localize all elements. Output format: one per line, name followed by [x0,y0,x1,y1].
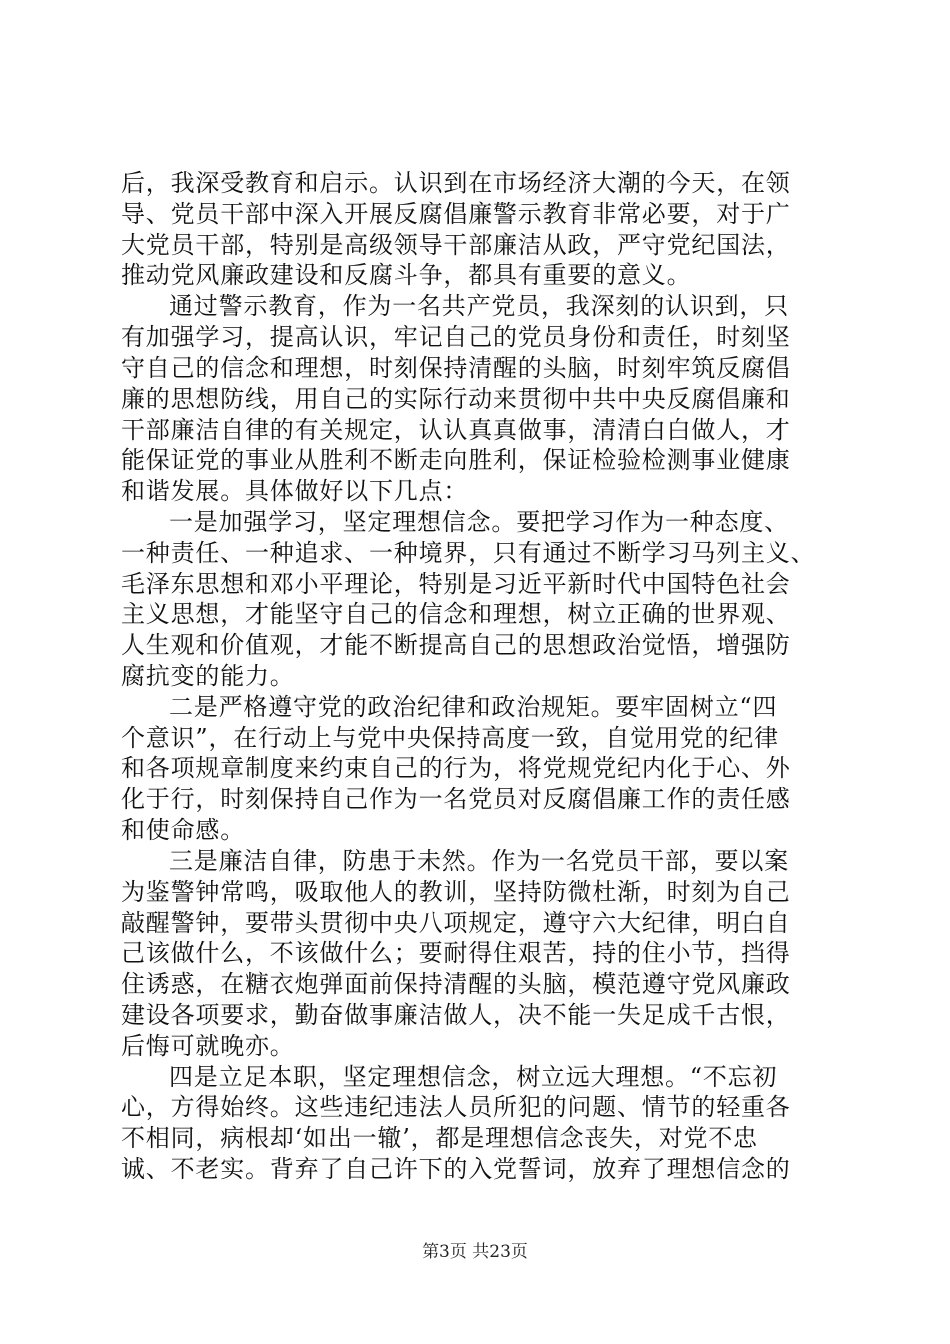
text-line: 腐抗变的能力。 [121,662,295,690]
text-line: 有加强学习，提高认识，牢记自己的党员身份和责任，时刻坚 [121,323,791,351]
text-line: 人生观和价值观，才能不断提高自己的思想政治觉悟，增强防 [121,631,791,659]
text-line: 己该做什么，不该做什么；要耐得住艰苦，持的住小节，挡得 [121,939,791,967]
text-line: 守自己的信念和理想，时刻保持清醒的头脑，时刻牢筑反腐倡 [121,354,791,382]
text-line: 大党员干部，特别是高级领导干部廉洁从政，严守党纪国法， [121,231,791,259]
paragraph-first-line: 一是加强学习，坚定理想信念。要把学习作为一种态度、 [169,508,789,536]
text-line: 诚、不老实。背弃了自己许下的入党誓词，放弃了理想信念的 [121,1155,791,1183]
paragraph-first-line: 四是立足本职，坚定理想信念，树立远大理想。“不忘初 [169,1063,778,1091]
text-line: 一种责任、一种追求、一种境界，只有通过不断学习马列主义、 [121,539,816,567]
text-line: 和各项规章制度来约束自己的行为，将党规党纪内化于心、外 [121,754,791,782]
text-line: 主义思想，才能坚守自己的信念和理想，树立正确的世界观、 [121,600,791,628]
paragraph-first-line: 三是廉洁自律，防患于未然。作为一名党员干部，要以案 [169,847,789,875]
text-line: 敲醒警钟，要带头贯彻中央八项规定，遵守六大纪律，明白自 [121,909,791,937]
text-line: 推动党风廉政建设和反腐斗争，都具有重要的意义。 [121,261,692,289]
text-line: 个意识”，在行动上与党中央保持高度一致，自觉用党的纪律 [121,724,779,752]
text-line: 廉的思想防线，用自己的实际行动来贯彻中共中央反腐倡廉和 [121,385,791,413]
text-line: 化于行，时刻保持自己作为一名党员对反腐倡廉工作的责任感 [121,785,791,813]
paragraph-first-line: 通过警示教育，作为一名共产党员，我深刻的认识到，只 [169,292,789,320]
text-line: 后，我深受教育和启示。认识到在市场经济大潮的今天，在领 [121,169,791,197]
text-line: 和谐发展。具体做好以下几点： [121,477,469,505]
text-line: 毛泽东思想和邓小平理论，特别是习近平新时代中国特色社会 [121,570,791,598]
text-line: 建设各项要求，勤奋做事廉洁做人，决不能一失足成千古恨， [121,1001,791,1029]
text-line: 干部廉洁自律的有关规定，认认真真做事，清清白白做人，才 [121,416,791,444]
paragraph-first-line: 二是严格遵守党的政治纪律和政治规矩。要牢固树立“四 [169,693,778,721]
text-line: 能保证党的事业从胜利不断走向胜利，保证检验检测事业健康 [121,446,791,474]
text-line: 住诱惑，在糖衣炮弹面前保持清醒的头脑，模范遵守党风廉政 [121,970,791,998]
text-line: 不相同，病根却‘如出一辙’，都是理想信念丧失，对党不忠 [121,1124,758,1152]
text-line: 后悔可就晚亦。 [121,1032,295,1060]
page-indicator: 第3页 共23页 [422,1242,528,1262]
text-line: 为鉴警钟常鸣，吸取他人的教训，坚持防微杜渐，时刻为自己 [121,878,791,906]
text-line: 心，方得始终。这些违纪违法人员所犯的问题、情节的轻重各 [121,1093,791,1121]
text-line: 导、党员干部中深入开展反腐倡廉警示教育非常必要，对于广 [121,200,791,228]
text-line: 和使命感。 [121,816,245,844]
